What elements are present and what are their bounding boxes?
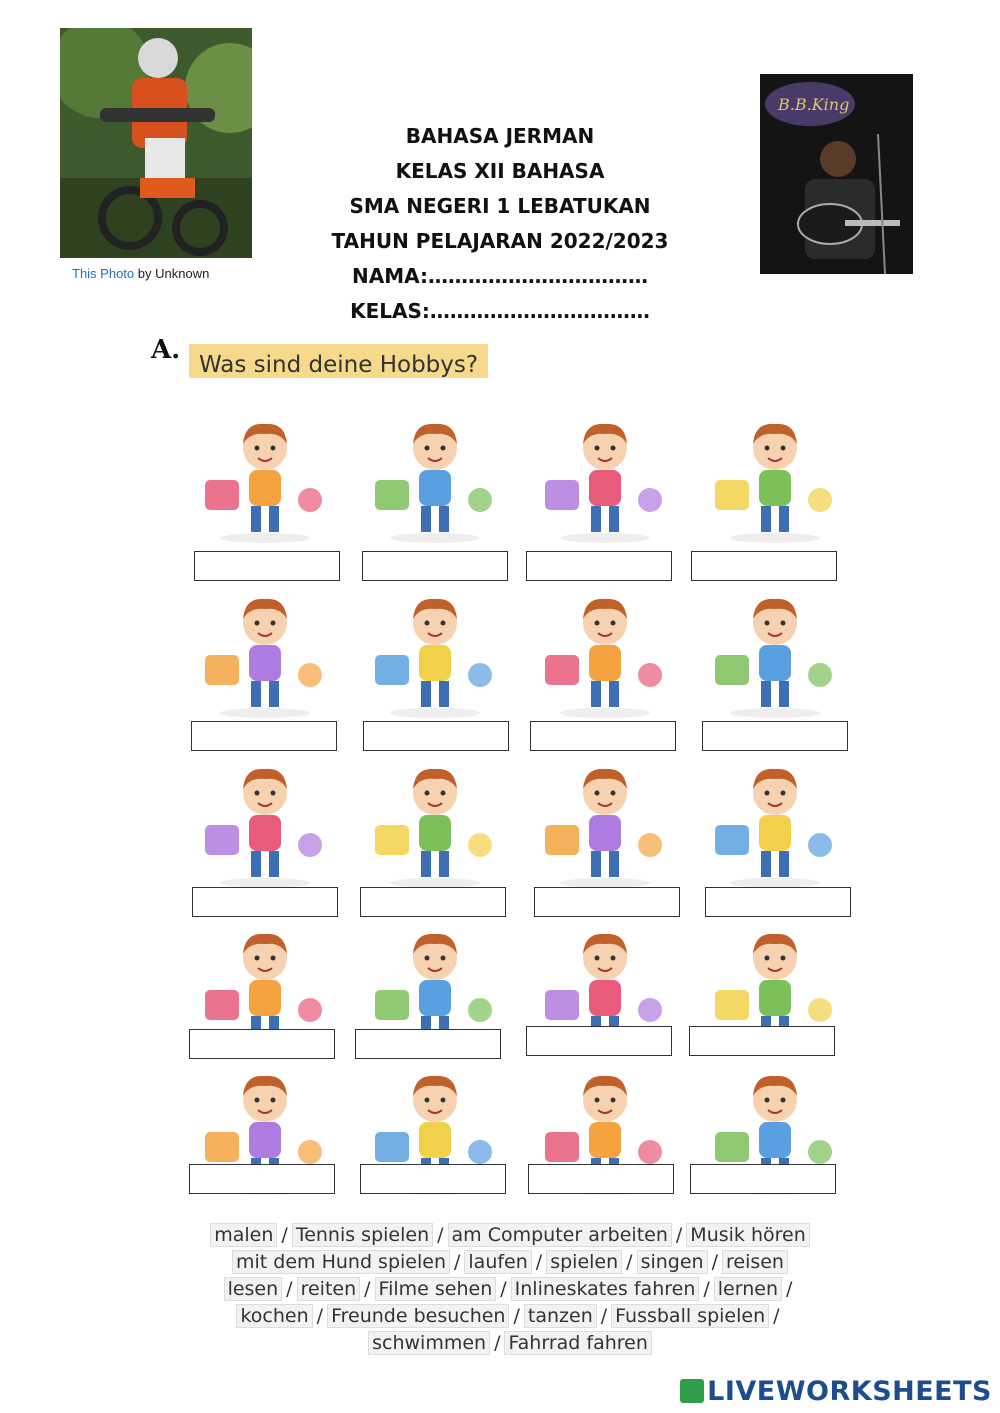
answer-box[interactable] <box>534 887 680 917</box>
brand-name: LIVEWORKSHEETS <box>707 1376 992 1407</box>
word-separator: / <box>711 1251 718 1273</box>
word-bank-item: singen <box>637 1250 708 1274</box>
word-bank <box>150 1222 870 1357</box>
word-bank-item: mit dem Hund spielen <box>232 1250 450 1274</box>
word-bank-line-3 <box>150 1276 870 1303</box>
word-bank-item: Fussball spielen <box>611 1304 769 1328</box>
word-bank-item: am Computer arbeiten <box>448 1223 672 1247</box>
word-separator: / <box>513 1305 520 1327</box>
dancing-icon <box>355 585 515 725</box>
cycling-icon <box>525 755 685 895</box>
word-separator: / <box>786 1278 793 1300</box>
word-separator: / <box>494 1332 501 1354</box>
word-separator: / <box>773 1305 780 1327</box>
word-bank-item: malen <box>210 1223 277 1247</box>
photo-caption <box>72 266 209 281</box>
word-bank-item: Inlineskates fahren <box>511 1277 700 1301</box>
word-bank-item: reisen <box>722 1250 788 1274</box>
photo-caption-text: by Unknown <box>134 266 210 281</box>
word-separator: / <box>281 1224 288 1246</box>
answer-box[interactable] <box>526 1026 672 1056</box>
word-bank-item: schwimmen <box>368 1331 490 1355</box>
football-icon <box>355 755 515 895</box>
word-bank-item: lernen <box>714 1277 782 1301</box>
word-bank-item: reiten <box>297 1277 361 1301</box>
word-bank-item: laufen <box>464 1250 531 1274</box>
answer-box[interactable] <box>526 551 672 581</box>
answer-box[interactable] <box>192 887 338 917</box>
liveworksheets-logo[interactable] <box>680 1376 992 1407</box>
word-separator: / <box>316 1305 324 1327</box>
word-bank-item: Tennis spielen <box>292 1223 433 1247</box>
answer-box[interactable] <box>689 1026 835 1056</box>
answer-box[interactable] <box>191 721 337 751</box>
word-separator: / <box>454 1251 461 1273</box>
section-question: Was sind deine Hobbys? <box>189 344 488 378</box>
class-title: KELAS XII BAHASA <box>395 159 605 183</box>
word-bank-line-1 <box>150 1222 870 1249</box>
word-bank-line-5 <box>150 1330 870 1357</box>
word-bank-item: tanzen <box>524 1304 597 1328</box>
word-separator: / <box>286 1278 293 1300</box>
painting-icon <box>185 755 345 895</box>
word-separator: / <box>675 1224 683 1246</box>
word-bank-item: kochen <box>236 1304 312 1328</box>
travel-icon <box>185 585 345 725</box>
word-bank-item: Fahrrad fahren <box>504 1331 651 1355</box>
subject-title: BAHASA JERMAN <box>405 124 595 148</box>
tennis-icon <box>525 585 685 725</box>
playing-blocks-icon <box>355 410 515 550</box>
answer-box[interactable] <box>691 551 837 581</box>
section-letter: A. <box>151 335 181 365</box>
class-field: KELAS:…………………………… <box>350 299 650 323</box>
word-separator: / <box>600 1305 608 1327</box>
worksheet-header <box>300 119 700 329</box>
motocross-photo <box>60 28 252 258</box>
word-bank-item: Musik hören <box>686 1223 809 1247</box>
name-field: NAMA:…………………………… <box>352 264 648 288</box>
answer-box[interactable] <box>690 1164 836 1194</box>
school-name: SMA NEGERI 1 LEBATUKAN <box>349 194 651 218</box>
word-separator: / <box>500 1278 507 1300</box>
word-bank-item: lesen <box>224 1277 283 1301</box>
photo-caption-link[interactable]: This Photo <box>72 266 135 281</box>
word-bank-line-4 <box>150 1303 870 1330</box>
answer-box[interactable] <box>362 551 508 581</box>
answer-box[interactable] <box>360 887 506 917</box>
answer-box[interactable] <box>355 1029 501 1059</box>
answer-box[interactable] <box>702 721 848 751</box>
watching-tv-icon <box>185 410 345 550</box>
cooking-icon <box>695 410 855 550</box>
answer-box[interactable] <box>530 721 676 751</box>
word-separator: / <box>437 1224 444 1246</box>
answer-box[interactable] <box>189 1029 335 1059</box>
answer-box[interactable] <box>194 551 340 581</box>
music-headphones-icon <box>695 585 855 725</box>
guitarist-photo <box>760 74 913 274</box>
word-separator: / <box>364 1278 371 1300</box>
answer-box[interactable] <box>528 1164 674 1194</box>
answer-box[interactable] <box>705 887 851 917</box>
running-icon <box>695 755 855 895</box>
answer-box[interactable] <box>189 1164 335 1194</box>
svg-text:B.B.King: B.B.King <box>778 95 850 114</box>
answer-box[interactable] <box>363 721 509 751</box>
word-bank-item: Filme sehen <box>375 1277 497 1301</box>
liveworksheets-logo-icon <box>680 1379 704 1403</box>
word-bank-item: spielen <box>546 1250 622 1274</box>
computer-icon <box>525 410 685 550</box>
school-year: TAHUN PELAJARAN 2022/2023 <box>331 229 669 253</box>
word-separator: / <box>535 1251 543 1273</box>
word-separator: / <box>626 1251 633 1273</box>
word-bank-line-2 <box>150 1249 870 1276</box>
word-bank-item: Freunde besuchen <box>327 1304 509 1328</box>
answer-box[interactable] <box>360 1164 506 1194</box>
word-separator: / <box>703 1278 710 1300</box>
